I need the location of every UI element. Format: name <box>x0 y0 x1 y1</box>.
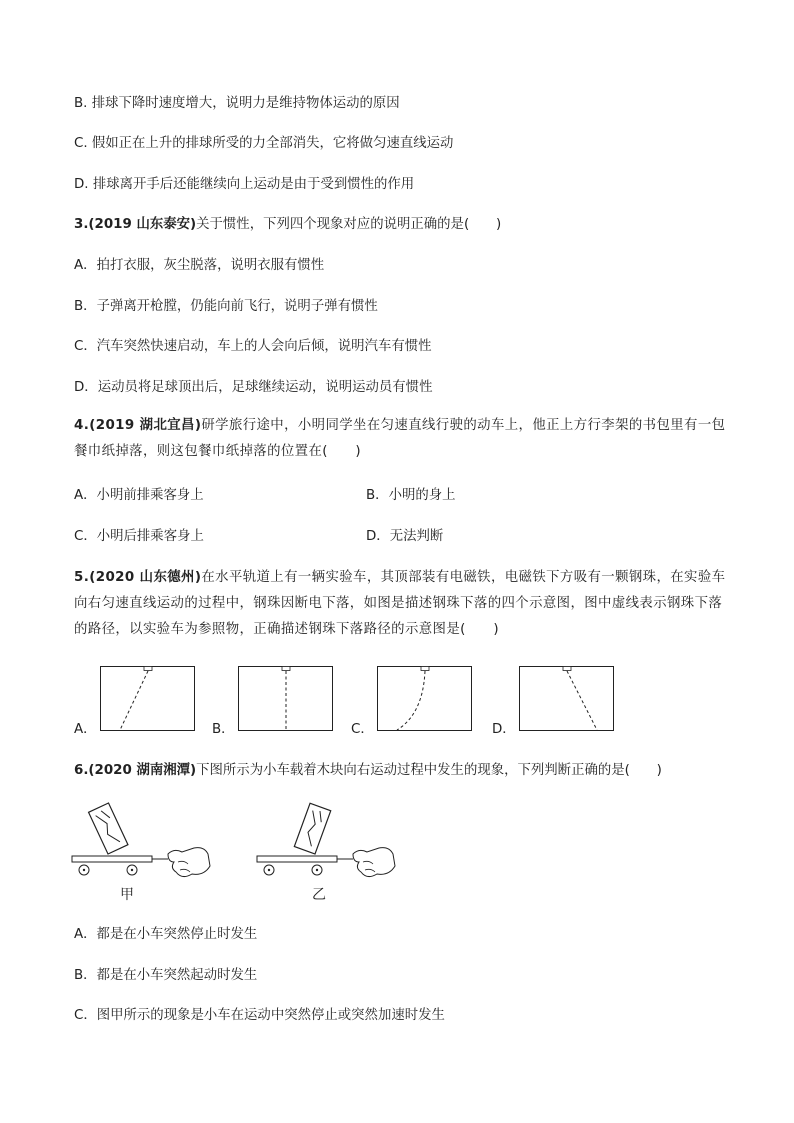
path-diagram-b <box>238 666 334 732</box>
figure-label-c: C． <box>351 722 374 737</box>
option-b-prev: B. 排球下降时速度增大，说明力是维持物体运动的原因 <box>74 96 400 111</box>
q6-option-b: B．都是在小车突然起动时发生 <box>74 968 258 983</box>
question-text: 在水平轨道上有一辆实验车，其顶部装有电磁铁，电磁铁下方吸有一颗钢珠，在实验车向右匀速直线运动的过程中，钢珠因断电下落，如图是描述钢珠下落的四个示意图，图中虚线表示钢珠下落的路径，以实验车为参照物，正确描述钢珠下落路径的示意图是( ) <box>74 570 726 637</box>
path-diagram-c <box>377 666 473 732</box>
question-3-stem <box>74 215 501 235</box>
question-5-stem <box>74 565 734 643</box>
option-c-prev: C. 假如正在上升的排球所受的力全部消失，它将做匀速直线运动 <box>74 136 454 151</box>
path-diagram-a <box>100 666 196 732</box>
question-source: (2020 湖南湘潭) <box>88 763 197 778</box>
question-4-stem <box>74 413 734 465</box>
q3-option-d: D．运动员将足球顶出后，足球继续运动，说明运动员有惯性 <box>74 380 433 395</box>
q4-option-a: A．小明前排乘客身上 <box>74 488 204 503</box>
question-text: 下图所示为小车载着木块向右运动过程中发生的现象，下列判断正确的是( ) <box>196 763 662 778</box>
figure-label-b: B． <box>212 722 235 737</box>
q3-option-b: B．子弹离开枪膛，仍能向前飞行，说明子弹有惯性 <box>74 299 378 314</box>
figure-label-a: A． <box>74 722 97 737</box>
question-text: 关于惯性，下列四个现象对应的说明正确的是( ) <box>196 217 502 232</box>
question-number: 6. <box>74 763 89 778</box>
question-6-stem <box>74 761 662 781</box>
cart-block-figure-jia <box>70 796 220 886</box>
q6-option-a: A．都是在小车突然停止时发生 <box>74 927 258 942</box>
q6-option-c: C．图甲所示的现象是小车在运动中突然停止或突然加速时发生 <box>74 1008 445 1023</box>
figure-caption-jia: 甲 <box>120 887 134 903</box>
cart-block-figure-yi <box>255 796 405 886</box>
question-source: (2020 山东德州) <box>89 570 202 585</box>
q3-option-a: A．拍打衣服，灰尘脱落，说明衣服有惯性 <box>74 258 325 273</box>
question-source: (2019 湖北宜昌) <box>89 418 202 433</box>
path-diagram-d <box>519 666 615 732</box>
figure-caption-yi: 乙 <box>312 887 326 903</box>
option-d-prev: D. 排球离开手后还能继续向上运动是由于受到惯性的作用 <box>74 177 415 192</box>
q4-option-c: C．小明后排乘客身上 <box>74 529 204 544</box>
question-text: 研学旅行途中，小明同学坐在匀速直线行驶的动车上，他正上方行李架的书包里有一包餐巾纸掉落，则这包餐巾纸掉落的位置在( ) <box>74 418 726 459</box>
q4-option-b: B．小明的身上 <box>366 488 456 503</box>
question-source: (2019 山东泰安) <box>88 217 197 232</box>
question-number: 5. <box>74 570 90 585</box>
q3-option-c: C．汽车突然快速启动，车上的人会向后倾，说明汽车有惯性 <box>74 339 432 354</box>
figure-label-d: D． <box>492 722 516 737</box>
q4-option-d: D．无法判断 <box>366 529 444 544</box>
question-number: 4. <box>74 418 90 433</box>
question-number: 3. <box>74 217 89 232</box>
